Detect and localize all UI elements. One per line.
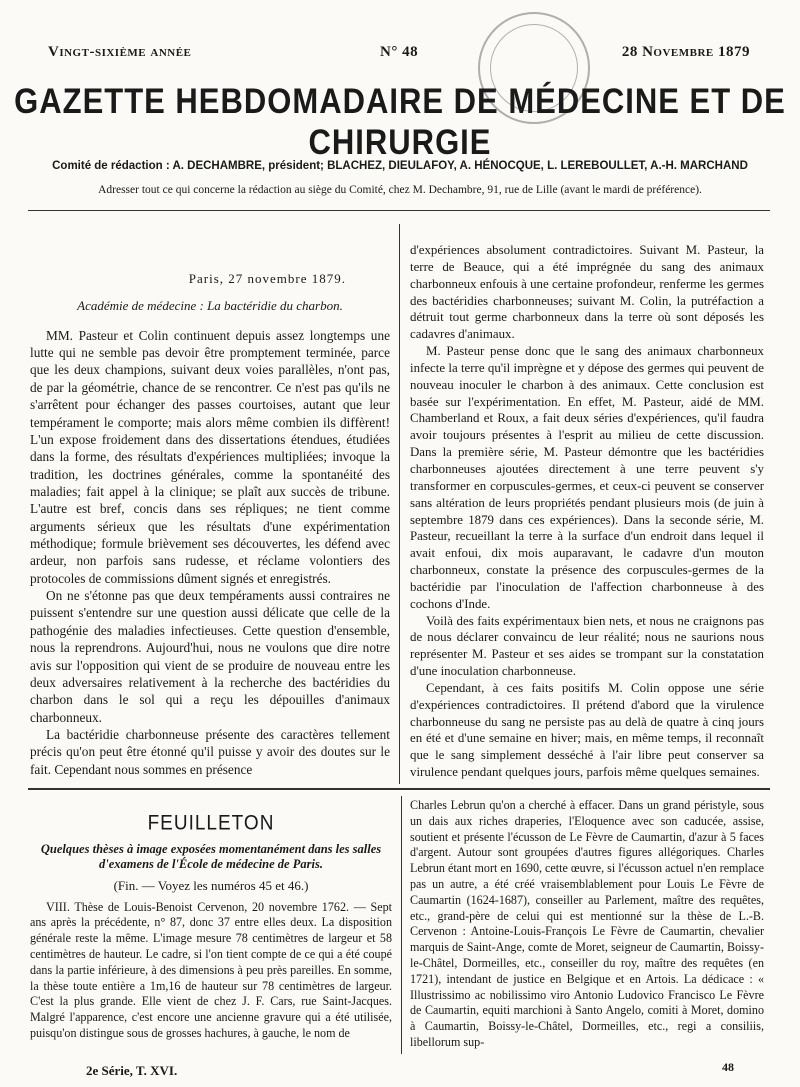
- editorial-address: Adresser tout ce qui concerne la rédaction au siège du Comité, chez M. Dechambre, 91, rue de Lille (avant le mardi de préférence).: [98, 184, 702, 196]
- feuilleton-subtitle: Quelques thèses à image exposées momentanément dans les salles d'examens de l'École de médecine de Paris.: [40, 841, 382, 871]
- article-paragraph: M. Pasteur pense donc que le sang des animaux charbonneux infecte la terre qu'il imprègne et y dépose des germes qui peuvent de nouveau inoculer le charbon à des animaux. Cette conclusion est basée sur l'expérimentation. En effet, M. Pasteur, aidé de MM. Chamberland et Roux, a fait deux séries d'expériences, qu'il faudra avoir toujours présentes à l'esprit au milieu de cette discussion. Dans la première série, M. Pasteur démontre que les bactéridies charbonneuses ajoutées directement à une terre peuvent s'y transformer en corpuscules-germes, et ceux-ci peuvent se conserver sans altération de leurs propriétés pendant plusieurs mois (de juin à septembre 1879 dans ces expériences). Dans la seconde série, M. Pasteur, recueillant la terre à la surface d'un endroit dans lequel il avait enfoui, dix mois auparavant, le cadavre d'un mouton charbonneux, constate la présence des corpuscules-germes de la bactéridie par l'inoculation de l'affection charbonneuse à des cochons d'Inde.: [410, 344, 764, 611]
- header-rule: [28, 210, 770, 211]
- article-dateline: Paris, 27 novembre 1879.: [188, 271, 346, 286]
- editorial-committee: Comité de rédaction : A. DECHAMBRE, président; BLACHEZ, DIEULAFOY, A. HÉNOCQUE, L. LEREBOULLET, A.-H. MARCHAND: [52, 160, 748, 172]
- feuilleton-rule: [28, 788, 770, 790]
- article-paragraph: d'expériences absolument contradictoires. Suivant M. Pasteur, la terre de Beauce, qui a été imprégnée du sang des animaux charbonneux enfouis à une certaine profondeur, renferme les germes des bactéridies charbonneuses; suivant M. Colin, la putréfaction a détruit tout germe charbonneux dans la terre où sont déposés les cadavres d'animaux.: [410, 243, 764, 342]
- article-column-2: [410, 242, 764, 781]
- page-number: 48: [722, 1060, 734, 1074]
- article-paragraph: Voilà des faits expérimentaux bien nets, et nous ne craignons pas de nous déclarer convaincu de leur réalité; nous ne saurions nous représenter M. Pasteur et ses aides se trompant sur la constatation d'une inoculation charbonneuse.: [410, 613, 764, 679]
- issue-number: N° 48: [380, 44, 419, 60]
- feuilleton-column-2: [410, 798, 764, 1051]
- article-paragraph: Cependant, à ces faits positifs M. Colin oppose une série d'expériences contradictoires. Il prétend d'abord que la virulence charbonneuse du sang ne persiste pas au delà de quatre à cinq jours en été et d'une semaine en hiver; mais, en même temps, il reconnaît que le sang simplement desséché à l'air libre peut conserver sa virulence pendant quelques jours, parfois même quelques semaines.: [410, 680, 764, 780]
- year-label: Vingt-sixième année: [48, 44, 192, 60]
- feuilleton-paragraph: Charles Lebrun qu'on a cherché à effacer. Dans un grand péristyle, sous un dais aux riches draperies, l'Eloquence avec son caducée, assise, soutient et présente l'écusson de Le Fèvre de Caumartin, d'azur à 5 faces d'argent. Autour sont groupées d'autres figures allégoriques. Charles Lebrun étant mort en 1690, cette œuvre, si l'écusson actuel n'en remplace pas un autre, a été créé vraisemblablement pour Louis Le Fèvre de Caumartin (1624-1687), conseiller au Parlement, maître des requêtes, etc., grand-père de celui qui est mentionné sur la thèse de L.-B. Cervenon : Antoine-Louis-François Le Fèvre de Caumartin, chevalier marquis de Saint-Ange, comte de Moret, seigneur de Caumartin, Boissy-le-Châtel, Dormeilles, etc., conseiller du roy, maître des requêtes (en 1721), intendant de justice en Belgique et en Artois. La dédicace : « Illustrissimo ac nobilissimo viro Antonio Ludovico Francisco Le Fèvre de Caumartin, equiti marchioni à Santo Angelo, comiti à Moret, domino à Caumartin, Boissy-le-Châtel, Dormeilles, etc., regi a consiliis, libellorum sup-: [410, 798, 764, 1049]
- article-paragraph: La bactéridie charbonneuse présente des caractères tellement précis qu'on peut être étonné qu'il puisse y avoir des doutes sur le fait. Cependant nous sommes en présence: [30, 726, 390, 777]
- article-paragraph: On ne s'étonne pas que deux tempéraments aussi contraires ne puissent s'entendre sur une question aussi délicate que celle de la pathogénie des maladies infectieuses. Cette question d'ensemble, nous la reprendrons. Aujourd'hui, nous ne voulons que dire notre avis sur l'opposition qui vient de se produire de nouveau entre les deux adversaires relativement à la recherche des bactéridies du charbon dans le sol qui a reçu les dépouilles d'animaux charbonneux.: [30, 588, 390, 725]
- feuilleton-column-1: [30, 796, 392, 1042]
- series-volume: 2e Série, T. XVI.: [86, 1063, 178, 1078]
- feuilleton-title: FEUILLETON: [147, 811, 275, 836]
- feuilleton-paragraph: VIII. Thèse de Louis-Benoist Cervenon, 20 novembre 1762. — Sept ans après la précédente, n° 87, donc 37 entre elles deux. La disposition générale reste la même. L'image mesure 78 centimètres de largeur et 58 centimètres de hauteur. Le cadre, si l'on tient compte de ce qui a été coupé dans la partie inférieure, à des dimensions à peu près pareilles. En somme, la thèse toute entière a 1m,16 de hauteur sur 78 centimètres de largeur. C'est la plus grande. Elle vient de chez J. F. Cars, rue Saint-Jacques. Malgré l'apparence, c'est encore une ancienne gravure qui a été utilisée, puisqu'on distingue sous de grosses hachures, à gauche, le nom de: [30, 899, 392, 1040]
- masthead-title: GAZETTE HEBDOMADAIRE DE MÉDECINE ET DE CHIRURGIE: [14, 80, 786, 163]
- column-divider: [399, 224, 400, 784]
- article-paragraph: MM. Pasteur et Colin continuent depuis assez longtemps une lutte qui ne semble pas devoir être promptement terminée, parce que les deux champions, suivant deux voies parallèles, n'ont pas, de par la géométrie, chance de se rencontrer. Ce n'est pas qu'ils ne s'arrêtent pour échanger des passes courtoises, autant que leur tempérament le comporte; mais alors même combien ils diffèrent! L'un expose froidement dans des dissertations étendues, étudiées dans la forme, des résultats d'expériences multipliées; invoque la tradition, les doctrines générales, comme la spontanéité des maladies; fait appel à la clinique; se plaît aux succès de tribune. L'autre est bref, concis dans ses répliques; ne tient comme arguments sérieux que les résultats d'une expérimentation méthodique; formule brièvement ses découvertes, les défend avec ardeur, non parfois sans rudesse, et réclame volontiers des protocoles de commissions dûment signés et enregistrés.: [30, 327, 390, 586]
- issue-date: 28 Novembre 1879: [621, 44, 750, 60]
- article-heading: Académie de médecine : La bactéridie du charbon.: [77, 298, 343, 314]
- feuilleton-continuation: (Fin. — Voyez les numéros 45 et 46.): [113, 877, 309, 893]
- article-column-1: [30, 224, 390, 778]
- feuilleton-column-divider: [401, 796, 402, 1054]
